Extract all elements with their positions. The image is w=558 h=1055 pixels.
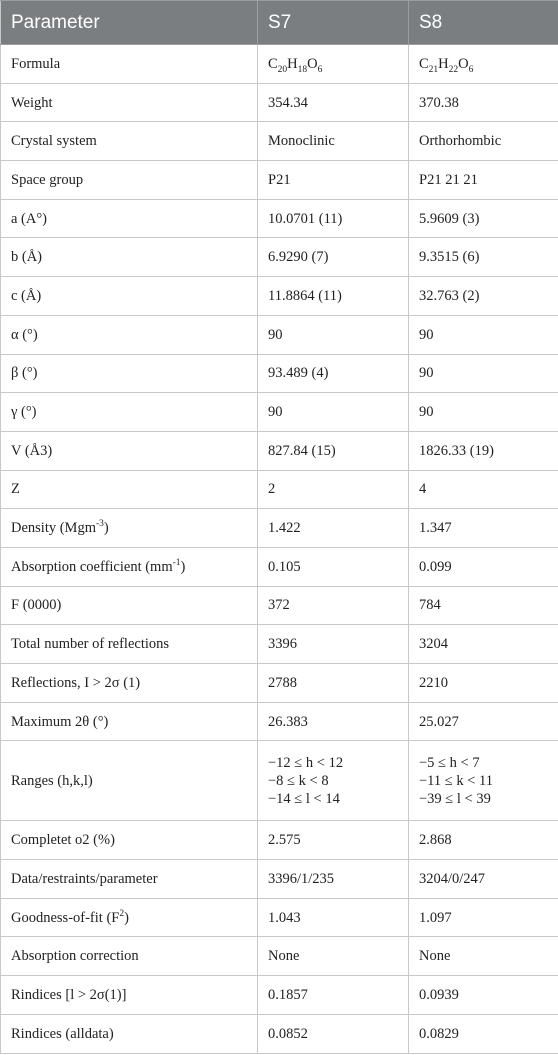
param-cell: Ranges (h,k,l) (1, 741, 258, 821)
param-cell: a (A°) (1, 199, 258, 238)
s8-value-cell: 370.38 (409, 83, 558, 122)
param-cell: F (0000) (1, 586, 258, 625)
table-row (1, 431, 558, 470)
param-cell: Space group (1, 161, 258, 200)
table-row (1, 702, 558, 741)
param-cell: Maximum 2θ (°) (1, 702, 258, 741)
param-cell: Goodness-of-fit $(F^2)$ (1, 898, 258, 937)
table-row (1, 741, 558, 821)
param-cell: Crystal system (1, 122, 258, 161)
table-row (1, 664, 558, 703)
param-cell: Data/restraints/parameter (1, 860, 258, 899)
param-cell: Density (Mgm$^{-3}$) (1, 509, 258, 548)
header-s8: S8 (409, 1, 558, 45)
s7-value-cell: 1.422 (258, 509, 409, 548)
s8-value-cell: None (409, 937, 558, 976)
s7-value-cell: 90 (258, 315, 409, 354)
range-line: −12 ≤ h < 12 (268, 754, 344, 771)
s8-value-cell: 32.763 (2) (409, 277, 558, 316)
s7-value-cell: 354.34 (258, 83, 409, 122)
table-row (1, 199, 558, 238)
param-cell: Absorption coefficient $(mm^{-1})$ (1, 547, 258, 586)
s8-value-cell: 9.3515 (6) (409, 238, 558, 277)
table-row (1, 238, 558, 277)
s8-formula-cell: $C_{21}H_{22}O_6$ (409, 45, 558, 84)
s8-value-cell: 90 (409, 354, 558, 393)
s7-value-cell: 11.8864 (11) (258, 277, 409, 316)
s7-value-cell: Monoclinic (258, 122, 409, 161)
s8-value-cell: 1.347 (409, 509, 558, 548)
table-row (1, 470, 558, 509)
param-cell: Z (1, 470, 258, 509)
table-row (1, 509, 558, 548)
table-row (1, 937, 558, 976)
table-row (1, 625, 558, 664)
table-row (1, 393, 558, 432)
s8-value-cell: 90 (409, 393, 558, 432)
s7-value-cell: 1.043 (258, 898, 409, 937)
s8-value-cell: 0.0939 (409, 976, 558, 1015)
s8-value-cell: 0.099 (409, 547, 558, 586)
param-cell: b (Å) (1, 238, 258, 277)
s7-ranges-cell (258, 741, 409, 821)
s8-value-cell: Orthorhombic (409, 122, 558, 161)
s8-value-cell: 25.027 (409, 702, 558, 741)
s7-value-cell: 10.0701 (11) (258, 199, 409, 238)
table-row (1, 45, 558, 84)
param-cell: Absorption correction (1, 937, 258, 976)
param-cell: Completet o2 (%) (1, 821, 258, 860)
s7-value-cell: 0.105 (258, 547, 409, 586)
s8-value-cell: 4 (409, 470, 558, 509)
s8-value-cell: 1826.33 (19) (409, 431, 558, 470)
s8-value-cell: 2210 (409, 664, 558, 703)
param-cell: α (°) (1, 315, 258, 354)
table-row (1, 976, 558, 1015)
s8-value-cell: 0.0829 (409, 1014, 558, 1053)
s7-value-cell: 90 (258, 393, 409, 432)
range-line: −8 ≤ k < 8 (268, 772, 329, 789)
s7-value-cell: 2 (258, 470, 409, 509)
s7-value-cell: 93.489 (4) (258, 354, 409, 393)
header-s7: S7 (258, 1, 409, 45)
s7-value-cell: P21 (258, 161, 409, 200)
table-row (1, 898, 558, 937)
param-cell: c (Å) (1, 277, 258, 316)
param-cell: Rindices (alldata) (1, 1014, 258, 1053)
s8-value-cell: 90 (409, 315, 558, 354)
s8-value-cell: 784 (409, 586, 558, 625)
range-line: −11 ≤ k < 11 (419, 772, 493, 789)
range-line: −39 ≤ l < 39 (419, 790, 491, 807)
s8-value-cell: 5.9609 (3) (409, 199, 558, 238)
s7-value-cell: 6.9290 (7) (258, 238, 409, 277)
s8-value-cell: 2.868 (409, 821, 558, 860)
table-row (1, 860, 558, 899)
range-line: −14 ≤ l < 14 (268, 790, 340, 807)
table-row (1, 547, 558, 586)
table-row (1, 122, 558, 161)
table-row (1, 586, 558, 625)
table-header-row (1, 1, 558, 45)
s8-value-cell: 3204/0/247 (409, 860, 558, 899)
param-cell: β (°) (1, 354, 258, 393)
s7-formula-cell: $C_{20}H_{18}O_6$ (258, 45, 409, 84)
s7-value-cell: 3396/1/235 (258, 860, 409, 899)
s7-value-cell: 2.575 (258, 821, 409, 860)
s7-value-cell: 827.84 (15) (258, 431, 409, 470)
table-row (1, 83, 558, 122)
s7-value-cell: 0.0852 (258, 1014, 409, 1053)
param-cell: Formula (1, 45, 258, 84)
s8-value-cell: 3204 (409, 625, 558, 664)
s8-value-cell: 1.097 (409, 898, 558, 937)
s8-ranges-cell (409, 741, 558, 821)
table-row (1, 1014, 558, 1053)
param-cell: Rindices [l > 2σ(1)] (1, 976, 258, 1015)
s7-value-cell: 372 (258, 586, 409, 625)
table-row (1, 354, 558, 393)
param-cell: Total number of reflections (1, 625, 258, 664)
range-line: −5 ≤ h < 7 (419, 754, 480, 771)
s7-value-cell: 3396 (258, 625, 409, 664)
param-cell: V (Å3) (1, 431, 258, 470)
header-parameter: Parameter (1, 1, 258, 45)
table-row (1, 821, 558, 860)
table-row (1, 161, 558, 200)
table-row (1, 277, 558, 316)
param-cell: Reflections, I > 2σ (1) (1, 664, 258, 703)
s7-value-cell: 0.1857 (258, 976, 409, 1015)
param-cell: γ (°) (1, 393, 258, 432)
s7-value-cell: 2788 (258, 664, 409, 703)
s7-value-cell: None (258, 937, 409, 976)
param-cell: Weight (1, 83, 258, 122)
s7-value-cell: 26.383 (258, 702, 409, 741)
table-row (1, 315, 558, 354)
s8-value-cell: P21 21 21 (409, 161, 558, 200)
